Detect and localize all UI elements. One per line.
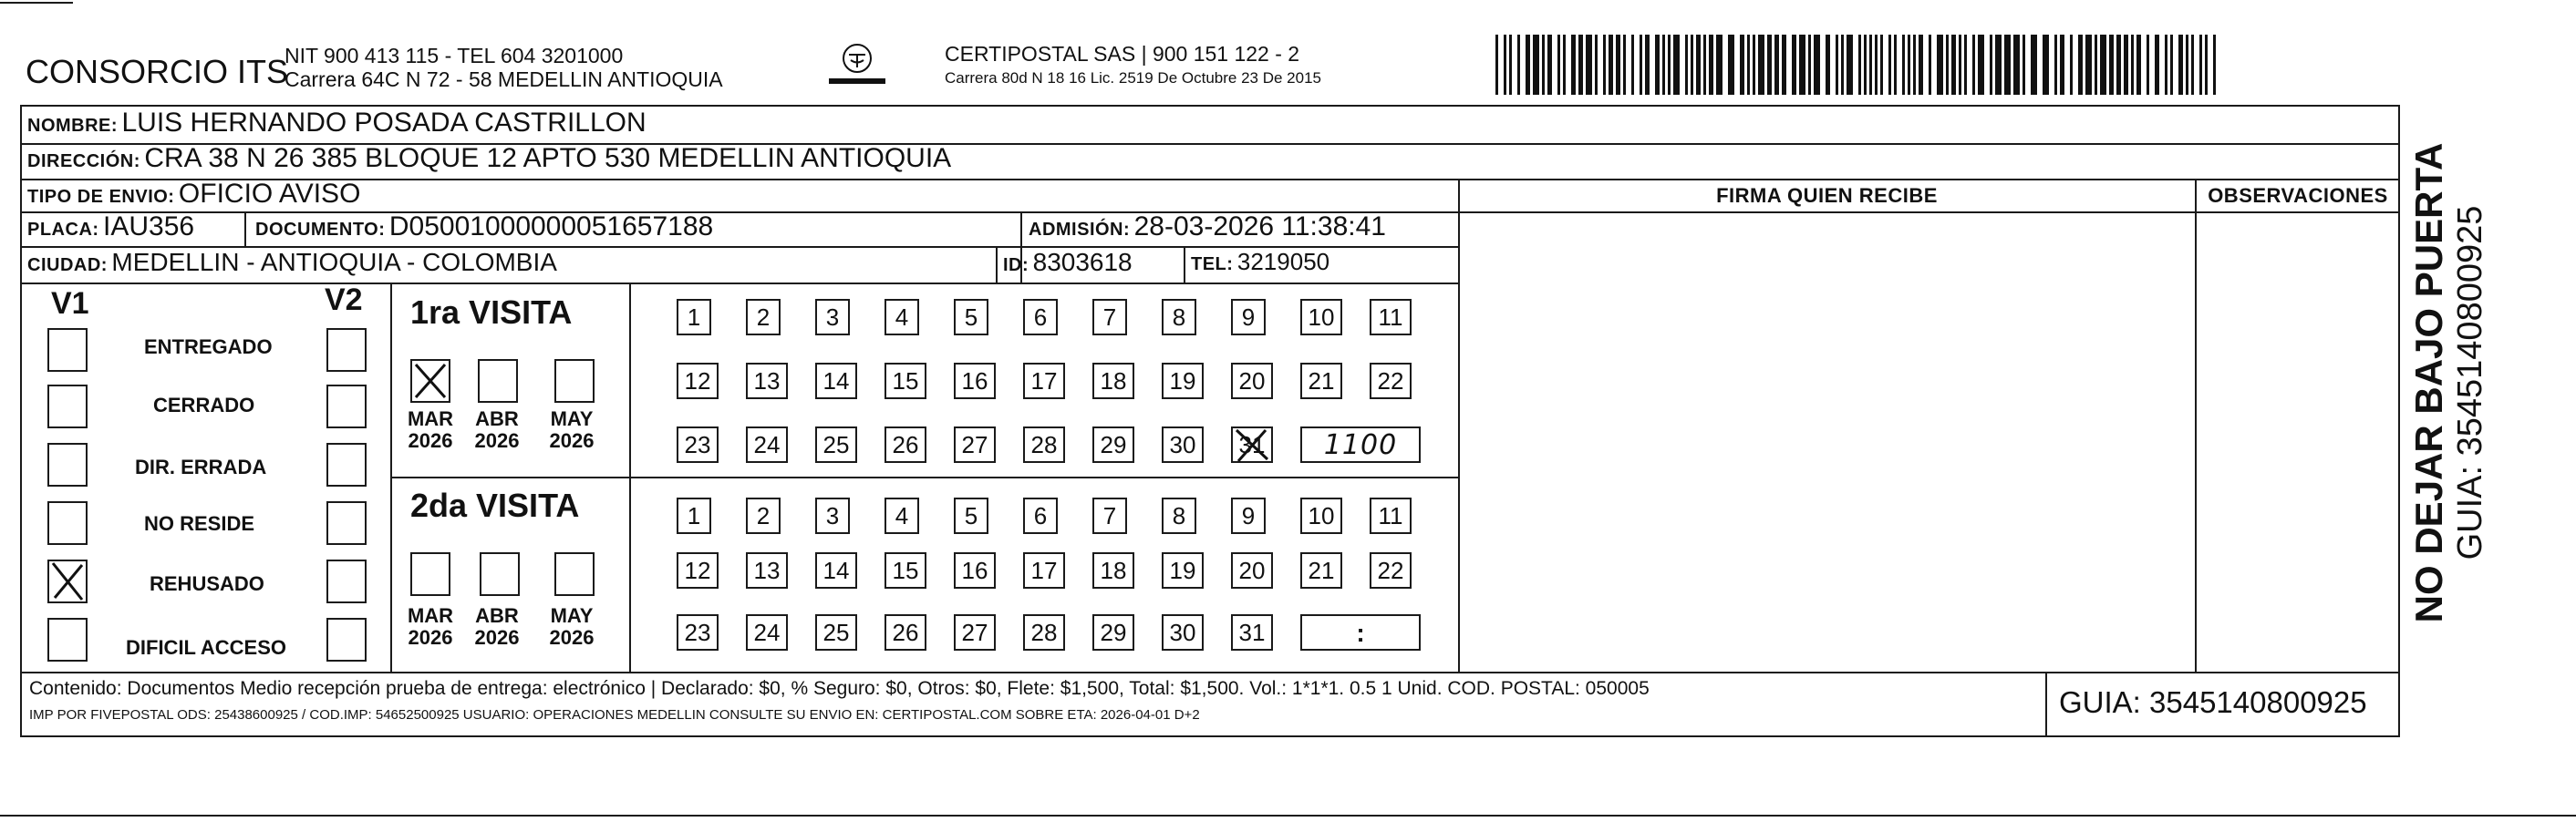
barcode-bar [2213, 35, 2216, 95]
barcode-bar [1691, 35, 1693, 95]
barcode-bar [1623, 35, 1626, 95]
barcode-bar [1603, 35, 1606, 95]
nombre-label: NOMBRE: [27, 116, 119, 136]
ciudad-field [27, 248, 557, 277]
v2-day[interactable]: 2 [746, 498, 781, 534]
placa-field [27, 211, 194, 242]
v1-day[interactable]: 30 [1162, 426, 1204, 463]
v1-day[interactable]: 29 [1092, 426, 1134, 463]
v1-day[interactable]: 9 [1231, 299, 1266, 335]
barcode-bar [1655, 35, 1660, 95]
barcode-bar [1740, 35, 1744, 95]
barcode-bar [2095, 35, 2097, 95]
barcode-bar [2004, 35, 2011, 95]
v2-day[interactable]: 13 [746, 552, 788, 589]
v1-day[interactable]: 21 [1300, 363, 1342, 399]
v2-no-reside-checkbox[interactable] [326, 501, 367, 545]
side-rotated-text [2407, 128, 2508, 638]
footer-contenido: Contenido: Documentos Medio recepción prueba de entrega: electrónico | Declarado: $0, % Seguro: $0, Otros: $0, Flete: $1,500, Total: $1,500. Vol.: 1*1*1. 0.5 1 Unid. COD. POSTAL: 050005 [29, 678, 1650, 699]
v1-day[interactable]: 28 [1023, 426, 1065, 463]
ciudad-label: CIUDAD: [27, 255, 108, 275]
footer-guia: GUIA: 3545140800925 [2059, 685, 2367, 719]
v1-day[interactable]: 15 [885, 363, 926, 399]
barcode-bar [1774, 35, 1779, 95]
v2-day[interactable]: 19 [1162, 552, 1204, 589]
barcode-bar [1799, 35, 1805, 95]
no-dejar-bajo-puerta: NO DEJAR BAJO PUERTA [2407, 142, 2450, 623]
barcode-bar [2085, 35, 2092, 95]
barcode-bar [1972, 35, 1975, 95]
tipo-envio-value: OFICIO AVISO [178, 179, 361, 209]
ciudad-value: MEDELLIN - ANTIOQUIA - COLOMBIA [111, 248, 557, 276]
visit2-time-field[interactable]: : [1300, 614, 1421, 651]
v1-dificil-acceso-checkbox[interactable] [47, 618, 88, 662]
visit1-month-mar: MAR 2026 [407, 407, 454, 452]
v2-day[interactable]: 22 [1370, 552, 1412, 589]
barcode-bar [1847, 35, 1853, 95]
id-field [1003, 248, 1133, 277]
barcode-bar [1504, 35, 1506, 95]
barcode-bar [1929, 35, 1931, 95]
barcode-bar [1964, 35, 1967, 95]
admision-field [1029, 211, 1386, 242]
barcode-bar [1869, 35, 1872, 95]
visit1-mar-checkbox[interactable] [410, 359, 450, 403]
v1-day[interactable]: 25 [815, 426, 857, 463]
v1-day[interactable]: 12 [677, 363, 719, 399]
v2-day[interactable]: 31 [1231, 614, 1273, 651]
barcode-bar [1978, 35, 1984, 95]
barcode-bar [1894, 35, 1897, 95]
v2-day[interactable]: 14 [815, 552, 857, 589]
barcode-bar [1880, 35, 1883, 95]
v1-day[interactable]: 11 [1370, 299, 1412, 335]
v1-cerrado-checkbox[interactable] [47, 385, 88, 428]
barcode-bar [1826, 35, 1830, 95]
v1-day[interactable]: 14 [815, 363, 857, 399]
barcode-bar [1864, 35, 1867, 95]
barcode-bar [1709, 35, 1713, 95]
visit1-title: 1ra VISITA [410, 293, 573, 331]
barcode-bar [2155, 35, 2159, 95]
barcode-bar [1609, 35, 1613, 95]
direccion-value: CRA 38 N 26 385 BLOQUE 12 APTO 530 MEDELLIN ANTIOQUIA [144, 143, 952, 173]
tel-label: TEL: [1191, 254, 1234, 274]
col-divider [244, 211, 246, 246]
company-nit: NIT 900 413 115 - TEL 604 3201000 [284, 44, 624, 67]
barcode-bar [2078, 35, 2083, 95]
visit1-month-abr: ABR 2026 [474, 407, 520, 452]
barcode-bar [1563, 35, 1566, 95]
visit2-month-abr: ABR 2026 [474, 604, 520, 649]
barcode-bar [1959, 35, 1961, 95]
v2-day[interactable]: 28 [1023, 614, 1065, 651]
v2-header: V2 [325, 283, 363, 317]
barcode-bar [1782, 35, 1786, 95]
barcode-bar [1841, 35, 1844, 95]
v1-day[interactable]: 18 [1092, 363, 1134, 399]
barcode-bar [1640, 35, 1642, 95]
v1-day[interactable]: 26 [885, 426, 926, 463]
v1-entregado-checkbox[interactable] [47, 328, 88, 372]
v1-day[interactable]: 16 [954, 363, 996, 399]
col-divider [1458, 179, 1460, 672]
v2-day[interactable]: 17 [1023, 552, 1065, 589]
visit1-time-field[interactable] [1300, 426, 1421, 463]
v2-day[interactable]: 26 [885, 614, 926, 651]
v2-day[interactable]: 4 [885, 498, 919, 534]
barcode-bar [1888, 35, 1891, 95]
nombre-value: LUIS HERNANDO POSADA CASTRILLON [121, 108, 647, 138]
visit-divider [390, 477, 1458, 478]
side-guia: GUIA: 3545140800925 [2451, 205, 2489, 560]
carrier-license: Carrera 80d N 18 16 Lic. 2519 De Octubre 23 De 2015 [945, 69, 1321, 87]
visit2-abr-checkbox[interactable] [480, 552, 520, 596]
barcode-bar [1814, 35, 1820, 95]
v2-rehusado-checkbox[interactable] [326, 560, 367, 603]
v1-day[interactable]: 4 [885, 299, 919, 335]
visit1-may-checkbox[interactable] [554, 359, 595, 403]
v2-day[interactable]: 11 [1370, 498, 1412, 534]
barcode-bar [1517, 35, 1520, 95]
barcode-bar [1908, 35, 1910, 95]
barcode-bar [1673, 35, 1680, 95]
barcode-bar [1526, 35, 1530, 95]
placa-value: IAU356 [103, 211, 195, 241]
barcode-bar [1586, 35, 1592, 95]
v2-day[interactable]: 8 [1162, 498, 1196, 534]
v2-day[interactable]: 27 [954, 614, 996, 651]
v1-header: V1 [51, 286, 89, 321]
barcode-bar [1995, 35, 2002, 95]
barcode-bar [1509, 35, 1512, 95]
id-value: 8303618 [1032, 248, 1133, 276]
visit2-month-mar: MAR 2026 [407, 604, 454, 649]
v2-day[interactable]: 9 [1231, 498, 1266, 534]
barcode-bar [2199, 35, 2202, 95]
barcode-bar [1685, 35, 1688, 95]
v2-day[interactable]: 1 [677, 498, 711, 534]
v1-day[interactable]: 2 [746, 299, 781, 335]
barcode [1495, 35, 2225, 97]
visit2-month-may: MAY 2026 [549, 604, 595, 649]
v1-day[interactable]: 6 [1023, 299, 1058, 335]
company-address: Carrera 64C N 72 - 58 MEDELLIN ANTIOQUIA [284, 67, 723, 91]
barcode-bar [1836, 35, 1838, 95]
barcode-bar [2186, 35, 2188, 95]
v2-day[interactable]: 3 [815, 498, 850, 534]
barcode-bar [2109, 35, 2114, 95]
barcode-bar [1946, 35, 1949, 95]
row-divider [20, 672, 2400, 673]
v1-day[interactable]: 17 [1023, 363, 1065, 399]
barcode-bar [1542, 35, 1545, 95]
v1-day[interactable]: 8 [1162, 299, 1196, 335]
barcode-bar [2043, 35, 2049, 95]
option-entregado: ENTREGADO [144, 335, 273, 358]
barcode-bar [1758, 35, 1764, 95]
checkmark-x-icon [410, 359, 450, 403]
barcode-bar [1547, 35, 1552, 95]
handwritten-x-mark-icon [1231, 426, 1273, 463]
barcode-bar [2165, 35, 2167, 95]
firma-header: FIRMA QUIEN RECIBE [1716, 184, 1938, 207]
barcode-bar [1616, 35, 1620, 95]
barcode-bar [1571, 35, 1576, 95]
footer-imp: IMP POR FIVEPOSTAL ODS: 25438600925 / COD.IMP: 54652500925 USUARIO: OPERACIONES MEDELLIN CONSULTE SU ENVIO EN: CERTIPOSTAL.COM SOBRE ETA: 2026-04-01 D+2 [29, 707, 1200, 723]
v1-day[interactable]: 24 [746, 426, 788, 463]
v2-day[interactable]: 10 [1300, 498, 1342, 534]
barcode-bar [1875, 35, 1878, 95]
v2-day[interactable]: 25 [815, 614, 857, 651]
barcode-bar [1913, 35, 1916, 95]
v1-dir-errada-checkbox[interactable] [47, 443, 88, 487]
barcode-bar [1858, 35, 1861, 95]
barcode-bar [1937, 35, 1943, 95]
barcode-bar [2100, 35, 2106, 95]
certipostal-logo [825, 40, 889, 93]
barcode-bar [1595, 35, 1598, 95]
v1-day-marked[interactable]: 31 [1231, 426, 1273, 463]
barcode-bar [1645, 35, 1650, 95]
col-divider [2195, 179, 2197, 672]
barcode-bar [2070, 35, 2073, 95]
barcode-bar [1902, 35, 1905, 95]
placa-label: PLACA: [27, 220, 99, 240]
v2-day[interactable]: 18 [1092, 552, 1134, 589]
v2-day[interactable]: 5 [954, 498, 988, 534]
barcode-bar [1703, 35, 1706, 95]
barcode-bar [1662, 35, 1665, 95]
barcode-bar [1578, 35, 1583, 95]
v1-rehusado-checkbox[interactable] [47, 560, 88, 603]
col-divider [2045, 672, 2047, 737]
v1-day[interactable]: 1 [677, 299, 711, 335]
direccion-label: DIRECCIÓN: [27, 151, 140, 171]
v2-day[interactable]: 7 [1092, 498, 1127, 534]
visit1-time-handwritten: 1100 [1323, 429, 1398, 461]
barcode-bar [2136, 35, 2141, 95]
barcode-bar [2170, 35, 2173, 95]
option-no-reside: NO RESIDE [144, 512, 255, 535]
barcode-bar [1533, 35, 1539, 95]
carrier-name: CERTIPOSTAL SAS | 900 151 122 - 2 [945, 42, 1300, 66]
barcode-bar [1747, 35, 1750, 95]
v2-day[interactable]: 12 [677, 552, 719, 589]
v2-day[interactable]: 16 [954, 552, 996, 589]
v1-day[interactable]: 10 [1300, 299, 1342, 335]
barcode-bar [2031, 35, 2037, 95]
barcode-bar [1668, 35, 1671, 95]
col-divider [1184, 246, 1185, 283]
admision-label: ADMISIÓN: [1029, 220, 1131, 240]
barcode-bar [1767, 35, 1772, 95]
barcode-bar [2205, 35, 2208, 95]
tipo-envio-label: TIPO DE ENVIO: [27, 187, 175, 207]
tipo-envio-row [27, 179, 360, 210]
admision-value: 28-03-2026 11:38:41 [1133, 211, 1386, 241]
nombre-row [27, 108, 647, 139]
barcode-bar [2131, 35, 2134, 95]
visit1-abr-checkbox[interactable] [478, 359, 518, 403]
id-label: ID: [1003, 255, 1029, 275]
v2-day[interactable]: 23 [677, 614, 719, 651]
option-cerrado: CERRADO [153, 394, 255, 416]
barcode-bar [1990, 35, 1992, 95]
barcode-bar [1728, 35, 1734, 95]
barcode-bar [2191, 35, 2194, 95]
v1-no-reside-checkbox[interactable] [47, 501, 88, 545]
barcode-bar [2116, 35, 2121, 95]
col-divider [996, 246, 998, 283]
v2-day[interactable]: 21 [1300, 552, 1342, 589]
barcode-bar [1792, 35, 1796, 95]
barcode-bar [1716, 35, 1723, 95]
direccion-row [27, 143, 951, 174]
row-divider [20, 283, 1458, 284]
v2-dificil-acceso-checkbox[interactable] [326, 618, 367, 662]
barcode-bar [2054, 35, 2057, 95]
barcode-bar [1951, 35, 1956, 95]
tel-field [1191, 248, 1329, 276]
checkmark-x-icon [47, 560, 88, 603]
barcode-bar [1753, 35, 1755, 95]
v1-day[interactable]: 27 [954, 426, 996, 463]
barcode-bar [1495, 35, 1498, 95]
v1-day[interactable]: 5 [954, 299, 988, 335]
documento-value: D05001000000051657188 [388, 211, 714, 241]
option-dir-errada: DIR. ERRADA [135, 456, 267, 478]
v2-day[interactable]: 29 [1092, 614, 1134, 651]
observaciones-header: OBSERVACIONES [2208, 184, 2388, 207]
v1-day[interactable]: 23 [677, 426, 719, 463]
barcode-bar [1919, 35, 1923, 95]
documento-label: DOCUMENTO: [255, 220, 386, 240]
v1-day[interactable]: 13 [746, 363, 788, 399]
barcode-bar [2023, 35, 2025, 95]
visit2-may-checkbox[interactable] [554, 552, 595, 596]
barcode-bar [2060, 35, 2064, 95]
barcode-bar [1631, 35, 1634, 95]
option-rehusado: REHUSADO [150, 572, 264, 595]
visit2-mar-checkbox[interactable] [410, 552, 450, 596]
v2-day[interactable]: 24 [746, 614, 788, 651]
v2-day[interactable]: 20 [1231, 552, 1273, 589]
visit2-title: 2da VISITA [410, 487, 580, 524]
visit1-month-may: MAY 2026 [549, 407, 595, 452]
barcode-bar [2147, 35, 2149, 95]
v2-cerrado-checkbox[interactable] [326, 385, 367, 428]
row-divider [20, 179, 2400, 180]
v1-day[interactable]: 19 [1162, 363, 1204, 399]
scan-edge-bottom [0, 815, 2576, 817]
v2-day[interactable]: 6 [1023, 498, 1058, 534]
tel-value: 3219050 [1236, 248, 1330, 275]
v1-day[interactable]: 22 [1370, 363, 1412, 399]
v2-dir-errada-checkbox[interactable] [326, 443, 367, 487]
company-name: CONSORCIO ITS [26, 53, 289, 90]
v2-day[interactable]: 30 [1162, 614, 1204, 651]
v2-entregado-checkbox[interactable] [326, 328, 367, 372]
barcode-bar [2124, 35, 2128, 95]
documento-field [255, 211, 713, 242]
barcode-bar [2013, 35, 2020, 95]
v1-day[interactable]: 3 [815, 299, 850, 335]
barcode-bar [1696, 35, 1701, 95]
v2-day[interactable]: 15 [885, 552, 926, 589]
barcode-bar [2178, 35, 2183, 95]
v1-day[interactable]: 20 [1231, 363, 1273, 399]
barcode-bar [1808, 35, 1811, 95]
option-dificil-acceso: DIFICIL ACCESO [126, 636, 287, 659]
scan-edge-top [0, 2, 73, 4]
v1-day[interactable]: 7 [1092, 299, 1127, 335]
barcode-bar [1557, 35, 1560, 95]
